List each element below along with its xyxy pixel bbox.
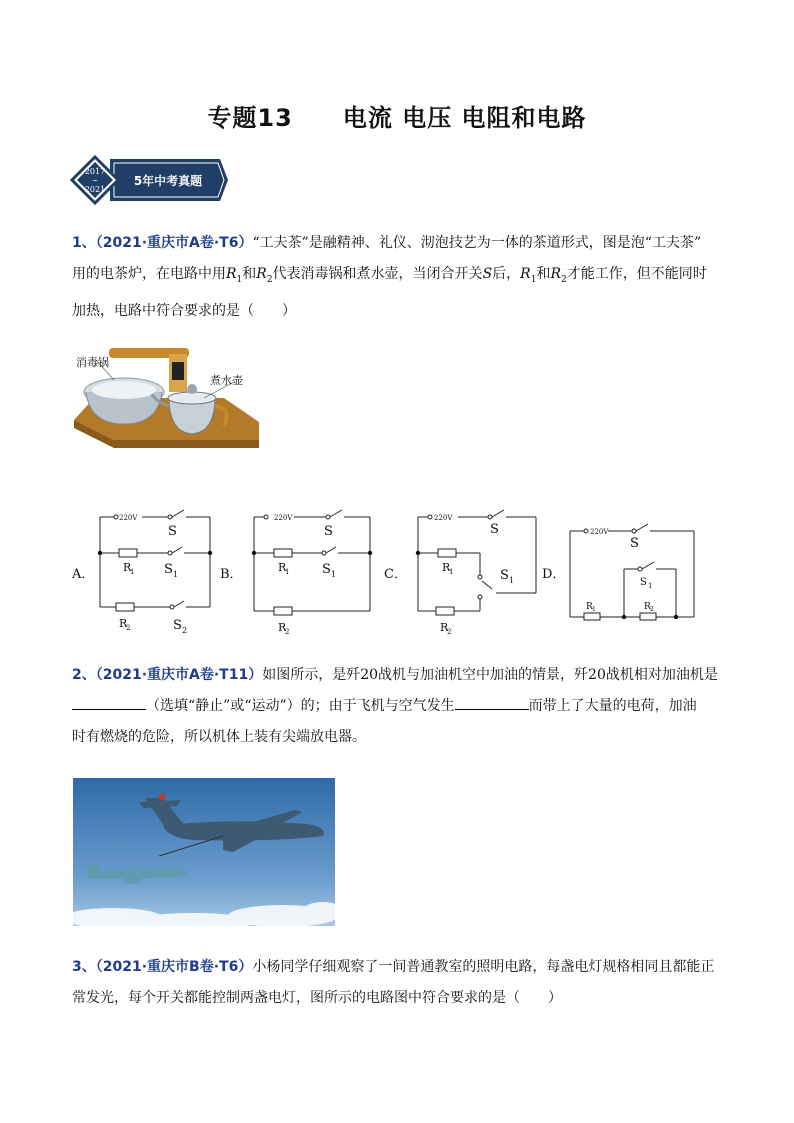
q1-line1: “工夫茶”是融精神、礼仪、沏泡技艺为一体的茶道形式，图是泡“工夫茶” (252, 235, 702, 251)
q1-number: 1、 (72, 235, 96, 251)
q1-source: （2021·重庆市A卷·T6） (95, 235, 253, 251)
q2-line1: 如图所示，是歼20战机与加油机空中加油的情景，歼20战机相对加油机是 (262, 667, 718, 683)
b-s1-label: S (322, 562, 331, 577)
c-voltage: 220V (434, 514, 453, 522)
b-r1-label: R (278, 561, 287, 574)
svg-text:1: 1 (449, 568, 454, 576)
q1-line2-a: 用的电茶炉，在电路中用 (72, 266, 226, 282)
label-kettle: 煮水壶 (210, 374, 243, 387)
section-badge (70, 155, 230, 209)
svg-text:1: 1 (648, 582, 653, 590)
q1-line3: 加热，电路中符合要求的是（ ） (72, 302, 296, 319)
q1-line2-d: 才能工作，但不能同时 (566, 266, 707, 282)
a-voltage: 220V (119, 514, 138, 522)
q3-line2: 常发光，每个开关都能控制两盏电灯，图所示的电路图中符合要求的是（ ） (72, 990, 562, 1006)
badge-tilde: ~ (92, 177, 98, 185)
option-c: C． (384, 567, 407, 582)
option-d: D． (542, 567, 566, 582)
svg-text:1: 1 (331, 570, 337, 579)
refueling-photo (73, 778, 335, 926)
tea-stove-image (74, 340, 259, 459)
q1-line2-b: 代表消毒锅和煮水壶，当闭合开关 (272, 266, 483, 282)
q2-line3: 时有燃烧的危险，所以机体上装有尖端放电器。 (72, 729, 366, 745)
d-r2-label: R (644, 602, 651, 612)
svg-text:1: 1 (509, 576, 515, 585)
c-r2-label: R (440, 621, 449, 634)
c-r1-label: R (442, 561, 451, 574)
q3-number: 3、 (72, 959, 96, 975)
a-s2-label: S (173, 618, 182, 633)
c-s1-label: S (500, 568, 509, 583)
label-sterilizer: 消毒锅 (76, 356, 109, 369)
b-r2-label: R (278, 621, 287, 634)
badge-year-top: 2017 (84, 167, 106, 176)
b-voltage: 220V (274, 514, 293, 522)
svg-text:1: 1 (130, 568, 135, 576)
badge-label: 5年中考真题 (133, 174, 203, 188)
q2-line2-a: （选填“静止”或“运动”）的；由于飞机与空气发生 (146, 698, 455, 714)
question-2-text (72, 660, 732, 753)
d-s-label: S (630, 536, 639, 551)
svg-text:2: 2 (285, 628, 290, 636)
q2-blank-1[interactable] (72, 696, 146, 710)
q2-blank-2[interactable] (455, 696, 529, 710)
page-title: 专题13 电流 电压 电阻和电路 (207, 104, 587, 132)
a-r1-label: R (123, 561, 132, 574)
option-b: B． (220, 567, 243, 582)
svg-text:2: 2 (447, 628, 452, 636)
svg-text:1: 1 (285, 568, 290, 576)
q2-line2-b: 而带上了大量的电荷，加油 (528, 698, 697, 714)
circuit-options (72, 505, 732, 645)
a-s-label: S (168, 524, 177, 539)
d-voltage: 220V (590, 528, 609, 536)
q2-source: （2021·重庆市A卷·T11） (95, 667, 263, 683)
d-r1-label: R (586, 602, 593, 612)
d-s1-label: S (640, 577, 647, 588)
question-3-text (72, 952, 732, 1014)
a-r2-label: R (119, 617, 128, 630)
svg-text:1: 1 (592, 606, 596, 613)
svg-text:2: 2 (182, 626, 188, 635)
q2-number: 2、 (72, 667, 96, 683)
q3-source: （2021·重庆市B卷·T6） (95, 959, 253, 975)
svg-text:2: 2 (126, 624, 131, 632)
svg-text:1: 1 (173, 570, 179, 579)
svg-text:2: 2 (650, 606, 654, 613)
q3-line1: 小杨同学仔细观察了一间普通教室的照明电路，每盏电灯规格相同且都能正 (252, 959, 715, 975)
c-s-label: S (490, 522, 499, 537)
question-1-text: 1、（2021·重庆市A卷·T6）“工夫茶”是融精神、礼仪、沏泡技艺为一体的茶道形式，图是泡“工夫茶” 用的电茶炉，在电路中用$R_1$和$R_2$代表消毒锅和煮水壶，当闭合开关S后，$R_1$和$R_2$才能工作，但不能同时 加热，电路中符合要求的是（ ） (72, 228, 732, 327)
a-s1-label: S (164, 562, 173, 577)
b-s-label: S (324, 524, 333, 539)
option-a: A． (72, 567, 95, 582)
badge-year-bottom: 2021 (84, 185, 106, 194)
